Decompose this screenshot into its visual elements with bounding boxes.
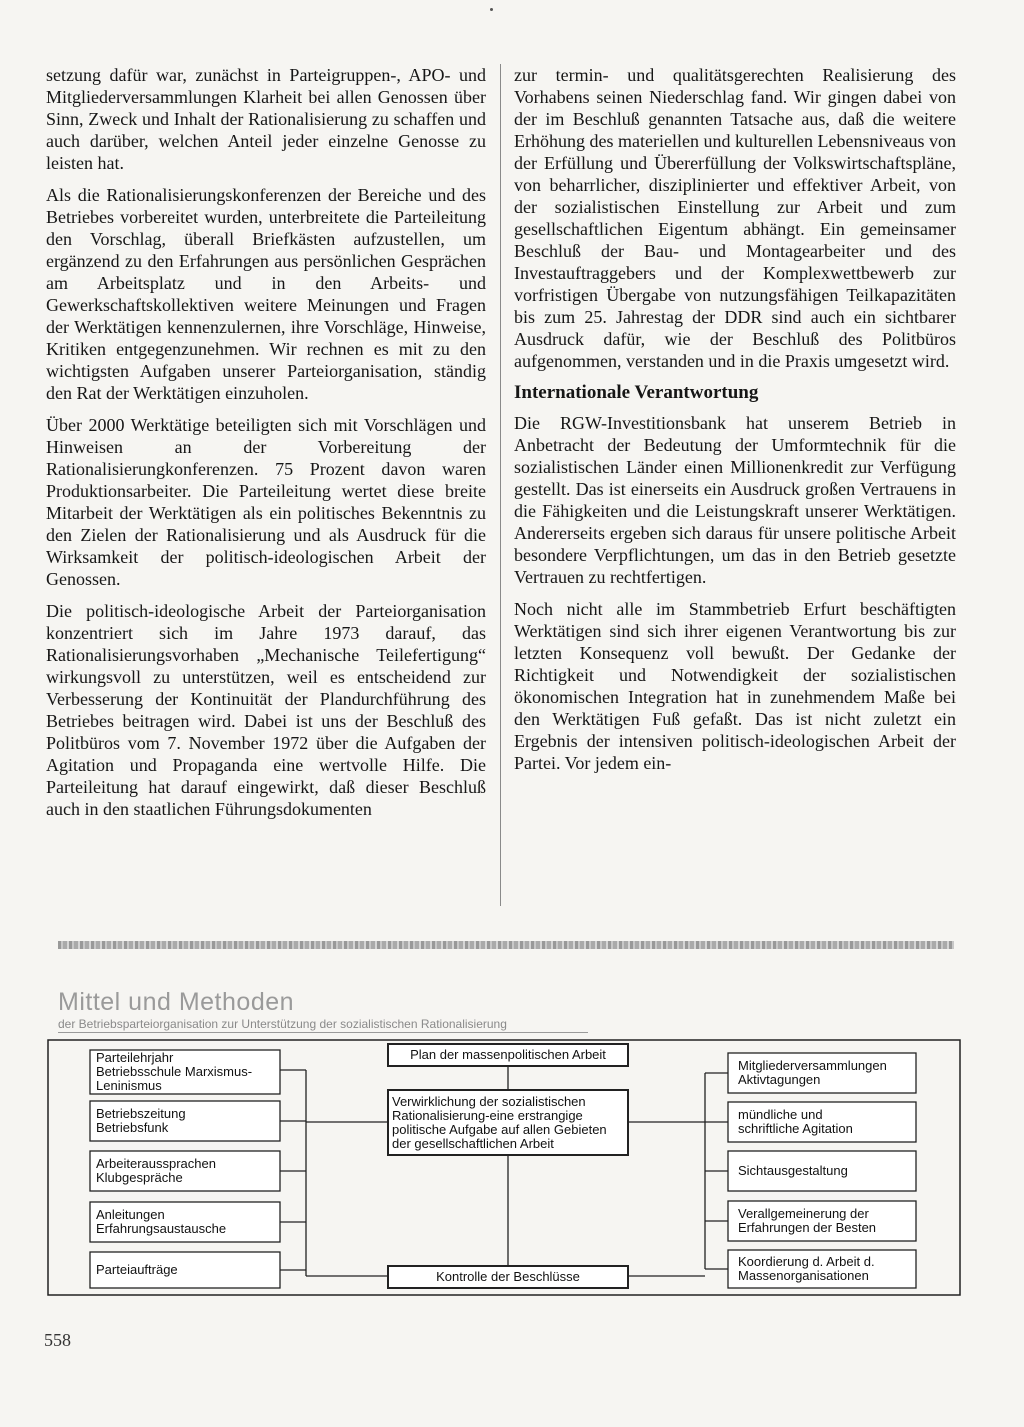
- paragraph: Noch nicht alle im Stammbetrieb Erfurt beschäftigten Werktätigen sind sich ihrer eigenen Verantwortung bis zur letzten Konsequenz voll bewußt. Der Gedanke der Richtigkeit und Notwendigkeit der sozialistischen ökonomischen Integration hat in zunehmendem Maße bei den Werktätigen Fuß gefaßt. Das ist nicht zuletzt ein Ergebnis der intensiven politisch-ideologischen Arbeit der Partei. Vor jedem ein-: [514, 599, 956, 773]
- diagram-box-sichtausgestaltung: Sichtausgestaltung: [738, 1163, 848, 1178]
- diagram-box-anleitungen: Anleitungen Erfahrungsaustausche: [96, 1207, 227, 1236]
- section-heading: Internationale Verantwortung: [514, 382, 759, 403]
- diagram-box-verallgemeinerung: Verallgemeinerung der Erfahrungen der Besten: [738, 1206, 877, 1235]
- diagram-box-koordierung: Koordierung d. Arbeit d. Massenorganisationen: [738, 1254, 875, 1283]
- diagram-box-kontrolle: Kontrolle der Beschlüsse: [436, 1269, 580, 1284]
- diagram-box-parteilehrjahr: Parteilehrjahr Betriebsschule Marxismus- Leninismus: [96, 1050, 253, 1093]
- diagram-box-arbeiteraussprachen: Arbeiteraussprachen Klubgespräche: [96, 1156, 216, 1185]
- diagram-title: Mittel und Methoden: [58, 988, 295, 1016]
- diagram-box-agitation: mündliche und schriftliche Agitation: [738, 1107, 853, 1136]
- diagram-box-plan: Plan der massenpolitischen Arbeit: [410, 1047, 606, 1062]
- paragraph: setzung dafür war, zunächst in Parteigruppen-, APO- und Mitgliederversammlungen Klarheit bei allen Genossen über Sinn, Zweck und Inhalt der Rationalisierung zu schaffen und auch darüber, welchen Anteil jeder einzelne Genosse zu leisten hat.: [46, 65, 486, 173]
- paragraph: zur termin- und qualitätsgerechten Realisierung des Vorhabens seinen Niederschlag fand. Wir gingen dabei von der im Beschluß genannten Tatsache aus, daß die weitere Erhöhung des materiellen und kulturellen Lebensniveaus von der Erfüllung und Übererfüllung der Volkswirtschaftspläne, von beharrlicher, disziplinierter und effektiver Arbeit, von der sozialistischen Einstellung zur Arbeit und zum gesellschaftlichen Eigentum abhängt. Ein gemeinsamer Beschluß der Bau- und Montagearbeiter und des Investauftraggebers und der Komplexwettbewerb zur vorfristigen Übergabe von nutzungsfähigen Teilkapazitäten bis zum 25. Jahrestag der DDR sind auch ein sichtbarer Ausdruck dafür, wie der Beschluß des Politbüros aufgenommen, verstanden und in die Praxis umgesetzt wird.: [514, 65, 956, 371]
- paragraph: Die RGW-Investitionsbank hat unserem Betrieb in Anbetracht der Bedeutung der Umformtechnik für die sozialistischen Länder einen Millionenkredit zur Verfügung gestellt. Das ist einerseits ein Ausdruck großen Vertrauens in die Fähigkeiten und die Leistungskraft unserer Werktätigen. Andererseits ergeben sich daraus für unsere politische Arbeit besondere Verpflichtungen, um das in den Betrieb gesetzte Vertrauen zu rechtfertigen.: [514, 413, 956, 587]
- diagram-box-betriebszeitung: Betriebszeitung Betriebsfunk: [96, 1106, 186, 1135]
- diagram-box-verwirklichung: Verwirklichung der sozialistischen Rationalisierung-eine erstrangige politische Aufgabe auf allen Gebieten der gesellschaftlichen Arbeit: [392, 1093, 607, 1151]
- diagram-box-parteiauftraege: Parteiaufträge: [96, 1262, 178, 1277]
- diagram-box-mitgliederversammlungen: Mitgliederversammlungen Aktivtagungen: [738, 1058, 887, 1087]
- paragraph: Über 2000 Werktätige beteiligten sich mit Vorschlägen und Hinweisen an der Vorbereitung der Rationalisierungkonferenzen. 75 Prozent davon waren Produktionsarbeiter. Die Parteileitung wertet diese breite Mitarbeit der Werktätigen als ein politisches Bekenntnis zu den Zielen der Rationalisierung und als Ausdruck für die Wirksamkeit der politisch-ideologischen Arbeit der Genossen.: [46, 415, 486, 589]
- paragraph: Als die Rationalisierungskonferenzen der Bereiche und des Betriebes vorbereitet wurden, unterbreitete die Parteileitung den Vorschlag, überall Briefkästen aufzustellen, um ergänzend zu den Erfahrungen aus persönlichen Gesprächen am Arbeitsplatz und in den Arbeits- und Gewerkschaftskollektiven weitere Meinungen und Fragen der Werktätigen kennenzulernen, ihre Vorschläge, Hinweise, Kritiken entgegenzunehmen. Wir rechnen es mit zu den wichtigsten Aufgaben unserer Parteiorganisation, ständig den Rat der Werktätigen einzuholen.: [46, 185, 486, 403]
- diagram-subtitle: der Betriebsparteiorganisation zur Unterstützung der sozialistischen Rationalisierung: [58, 1017, 588, 1033]
- page-number: 558: [44, 1330, 71, 1350]
- paragraph: Die politisch-ideologische Arbeit der Parteiorganisation konzentriert sich im Jahre 1973 darauf, das Rationalisierungsvorhaben „Mechanische Teilefertigung“ wirkungsvoll zu unterstützen, weil es entscheidend zur Verbesserung der Kontinuität der Plandurchführung des Betriebes beitragen wird. Dabei ist uns der Beschluß des Politbüros vom 7. November 1972 über die Aufgaben der Agitation und Propaganda eine wertvolle Hilfe. Die Parteileitung hat darauf eingewirkt, daß dieser Beschluß auch in den staatlichen Führungsdokumenten: [46, 601, 486, 819]
